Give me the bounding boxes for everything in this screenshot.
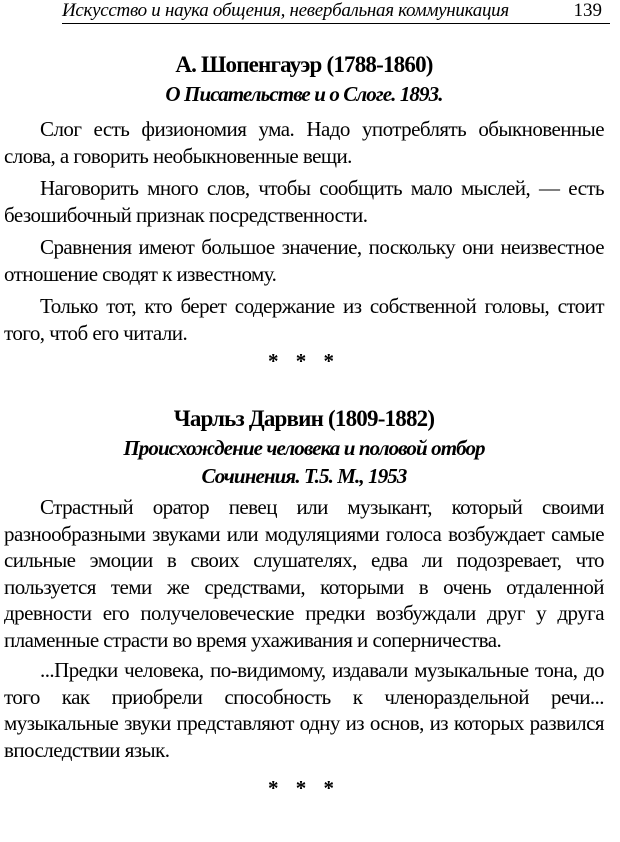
page-content [4, 50, 604, 801]
paragraph: Страстный оратор певец или музыкант, который своими разнообразными звуками или модуляциями голоса возбуждает самые сильные эмоции в своих слушателях, едва ли подозревает, что пользуется теми же средствами, которыми в очень отдаленной древности его получеловеческие предки возбуждали друг у друга пламенные страсти во время ухаживания и соперничества. [4, 495, 604, 652]
section-schopenhauer [4, 50, 604, 374]
paragraph: ...Предки человека, по-видимому, издавали музыкальные тона, до того как приобрели способность к членораздельной речи... музыкальные звуки представляют одну из основ, из которых развился впоследствии язык. [4, 658, 604, 762]
paragraph: Только тот, кто берет содержание из собственной головы, стоит того, чтоб его читали. [4, 294, 604, 345]
work-citation: Сочинения. Т.5. М., 1953 [201, 464, 407, 488]
paragraph: Слог есть физиономия ума. Надо употреблять обыкновенные слова, а говорить необыкновенные вещи. [4, 117, 604, 168]
page-number: 139 [573, 0, 602, 21]
author-heading: Чарльз Дарвин (1809-1882) [173, 406, 435, 431]
section-darwin [4, 404, 604, 801]
running-header-title: Искусство и наука общения, невербальная коммуникация [62, 0, 509, 21]
section-separator: * * * [268, 349, 340, 373]
work-title: Происхождение человека и половой отбор [123, 436, 485, 460]
author-heading: А. Шопенгауэр (1788-1860) [175, 52, 433, 77]
section-separator: * * * [268, 776, 340, 800]
work-title: О Писательстве и о Слоге. 1893. [165, 82, 443, 106]
paragraph: Наговорить много слов, чтобы сообщить мало мыслей, — есть безошибочный признак посредственности. [4, 176, 604, 227]
paragraph: Сравнения имеют большое значение, поскольку они неизвестное отношение сводят к известному. [4, 235, 604, 286]
running-header [62, 0, 610, 24]
